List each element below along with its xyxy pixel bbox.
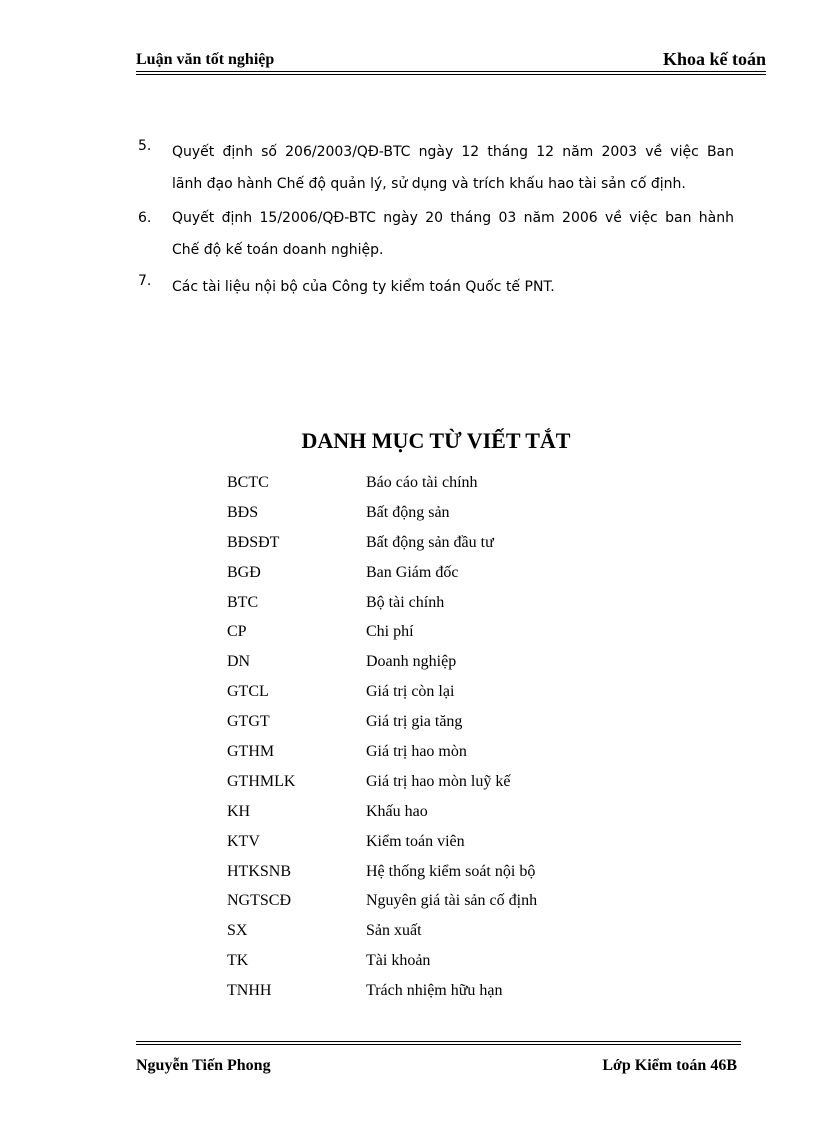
abbreviation-code: KH <box>227 802 251 820</box>
header-thesis-label: Luận văn tốt nghiệp <box>136 51 275 68</box>
abbreviation-meaning: Nguyên giá tài sản cố định <box>366 892 538 910</box>
abbreviation-meaning: Doanh nghiệp <box>366 653 457 671</box>
reference-line: lãnh đạo hành Chế độ quản lý, sử dụng và trích khấu hao tài sản cố định. <box>172 176 686 192</box>
abbreviation-meaning: Sản xuất <box>366 922 422 940</box>
abbreviation-meaning: Hệ thống kiểm soát nội bộ <box>366 862 536 880</box>
reference-line: Quyết định số 206/2003/QĐ-BTC ngày 12 tháng 12 năm 2003 về việc Ban <box>172 144 734 160</box>
abbreviation-row <box>227 707 537 737</box>
abbreviation-code: TK <box>227 952 249 970</box>
header-rule <box>136 71 766 72</box>
abbreviation-meaning: Bất động sản đầu tư <box>366 533 494 551</box>
abbreviation-meaning: Tài khoản <box>366 952 431 970</box>
abbreviation-code: GTHMLK <box>227 772 296 790</box>
abbreviation-meaning: Bất động sản <box>366 503 450 521</box>
reference-text <box>172 136 734 200</box>
reference-item <box>138 202 738 266</box>
abbreviation-meaning: Giá trị hao mòn <box>366 742 467 760</box>
abbreviation-row <box>227 886 537 916</box>
abbreviation-row <box>227 558 537 588</box>
abbreviation-meaning: Chi phí <box>366 623 414 641</box>
abbreviation-code: KTV <box>227 832 260 850</box>
abbreviation-row <box>227 737 537 767</box>
abbreviation-meaning: Giá trị gia tăng <box>366 713 463 731</box>
reference-line: Các tài liệu nội bộ của Công ty kiểm toán Quốc tế PNT. <box>172 279 555 295</box>
abbreviation-row <box>227 588 537 618</box>
footer-class: Lớp Kiểm toán 46B <box>602 1057 737 1074</box>
abbreviation-code: SX <box>227 922 248 940</box>
abbreviation-row <box>227 827 537 857</box>
abbreviations-table <box>227 468 537 1006</box>
footer-rule <box>136 1041 741 1042</box>
abbreviation-row <box>227 617 537 647</box>
reference-number: 5. <box>138 138 152 154</box>
abbreviation-code: BĐSĐT <box>227 533 280 551</box>
reference-number: 7. <box>138 273 152 289</box>
abbreviation-code: BCTC <box>227 473 269 491</box>
reference-line: Quyết định 15/2006/QĐ-BTC ngày 20 tháng 03 năm 2006 về việc ban hành <box>172 210 734 226</box>
abbreviation-meaning: Khấu hao <box>366 802 428 820</box>
reference-item <box>138 271 738 303</box>
abbreviation-row <box>227 797 537 827</box>
abbreviation-code: GTGT <box>227 713 270 731</box>
abbreviation-code: HTKSNB <box>227 862 292 880</box>
abbreviation-code: BTC <box>227 593 259 611</box>
abbreviation-code: TNHH <box>227 982 272 1000</box>
abbreviation-row <box>227 528 537 558</box>
abbreviation-code: NGTSCĐ <box>227 892 292 910</box>
page-footer <box>136 1057 737 1077</box>
header-faculty-label: Khoa kế toán <box>662 49 766 69</box>
abbreviation-row <box>227 946 537 976</box>
abbreviation-row <box>227 468 537 498</box>
page-header <box>136 49 766 71</box>
footer-author: Nguyễn Tiến Phong <box>136 1057 271 1074</box>
abbreviation-meaning: Giá trị hao mòn luỹ kế <box>366 772 511 790</box>
abbreviation-meaning: Ban Giám đốc <box>366 563 459 581</box>
abbreviation-row <box>227 647 537 677</box>
footer-rule <box>136 1044 741 1045</box>
abbreviation-meaning: Bộ tài chính <box>366 593 445 611</box>
abbreviation-meaning: Báo cáo tài chính <box>366 473 478 491</box>
abbreviation-row <box>227 498 537 528</box>
abbreviation-row <box>227 767 537 797</box>
abbreviation-code: BĐS <box>227 503 259 521</box>
reference-number: 6. <box>138 210 152 226</box>
reference-item <box>138 136 738 200</box>
abbreviation-meaning: Kiểm toán viên <box>366 832 465 850</box>
abbreviation-row <box>227 916 537 946</box>
header-rule <box>136 74 766 75</box>
abbreviation-code: GTCL <box>227 683 269 701</box>
abbreviation-meaning: Trách nhiệm hữu hạn <box>366 982 503 1000</box>
abbreviations-title: DANH MỤC TỪ VIẾT TẮT <box>301 428 571 453</box>
reference-line: Chế độ kế toán doanh nghiệp. <box>172 242 384 258</box>
abbreviation-code: GTHM <box>227 742 275 760</box>
abbreviation-row <box>227 857 537 887</box>
abbreviation-code: DN <box>227 653 251 671</box>
reference-text <box>172 202 734 266</box>
abbreviation-code: BGĐ <box>227 563 261 581</box>
reference-text <box>172 271 734 303</box>
abbreviation-meaning: Giá trị còn lại <box>366 683 455 701</box>
abbreviation-row <box>227 677 537 707</box>
abbreviation-code: CP <box>227 623 247 641</box>
abbreviation-row <box>227 976 537 1006</box>
